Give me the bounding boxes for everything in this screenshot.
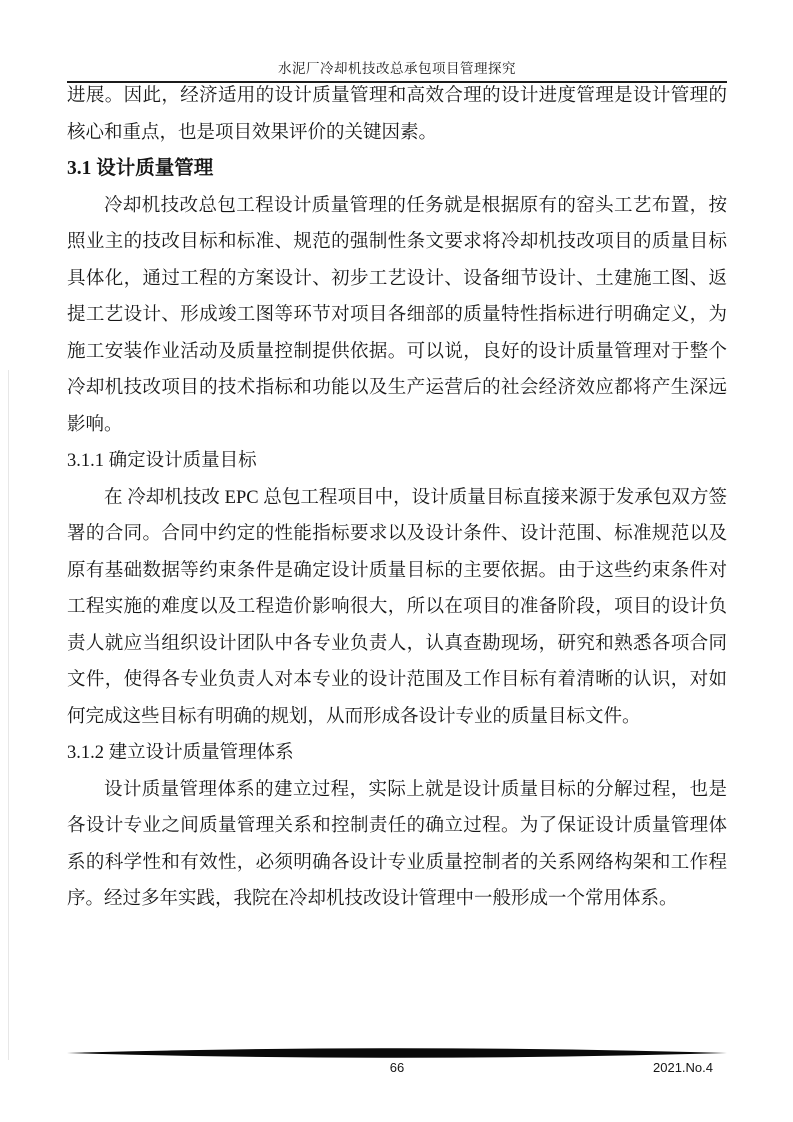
page-edge-scan-line <box>8 370 9 1060</box>
document-body <box>67 78 727 918</box>
paragraph: 进展。因此，经济适用的设计质量管理和高效合理的设计进度管理是设计管理的核心和重点，也是项目效果评价的关键因素。 <box>67 86 727 143</box>
issue-label: 2021.No.4 <box>653 1060 713 1075</box>
paragraph: 设计质量管理体系的建立过程，实际上就是设计质量目标的分解过程，也是各设计专业之间质量管理关系和控制责任的确立过程。为了保证设计质量管理体系的科学性和有效性，必须明确各设计专业质量控制者的关系网络构架和工作程序。经过多年实践，我院在冷却机技改设计管理中一般形成一个常用体系。 <box>67 779 727 909</box>
page-footer <box>67 1048 727 1088</box>
footer-rule-bar <box>67 1048 727 1058</box>
paragraph: 在 冷却机技改 EPC 总包工程项目中，设计质量目标直接来源于发承包双方签署的合同。合同中约定的性能指标要求以及设计条件、设计范围、标准规范以及原有基础数据等约束条件是确定设计质量目标的主要依据。由于这些约束条件对工程实施的难度以及工程造价影响很大，所以在项目的准备阶段，项目的设计负责人就应当组织设计团队中各专业负责人，认真查勘现场，研究和熟悉各项合同文件，使得各专业负责人对本专业的设计范围及工作目标有着清晰的认识，对如何完成这些目标有明确的规划，从而形成各设计专业的质量目标文件。 <box>67 487 727 727</box>
paragraph: 冷却机技改总包工程设计质量管理的任务就是根据原有的窑头工艺布置，按照业主的技改目标和标准、规范的强制性条文要求将冷却机技改项目的质量目标具体化，通过工程的方案设计、初步工艺设计、设备细节设计、土建施工图、返提工艺设计、形成竣工图等环节对项目各细部的质量特性指标进行明确定义，为施工安装作业活动及质量控制提供依据。可以说，良好的设计质量管理对于整个冷却机技改项目的技术指标和功能以及生产运营后的社会经济效应都将产生深远影响。 <box>67 195 727 435</box>
section-heading: 3.1.2 建立设计质量管理体系 <box>67 743 294 763</box>
section-heading: 3.1.1 确定设计质量目标 <box>67 451 257 471</box>
page-number: 66 <box>389 1060 405 1075</box>
running-header-title: 水泥厂冷却机技改总承包项目管理探究 <box>278 61 516 76</box>
footer-text-row <box>67 1058 727 1078</box>
section-heading: 3.1 设计质量管理 <box>67 158 214 179</box>
